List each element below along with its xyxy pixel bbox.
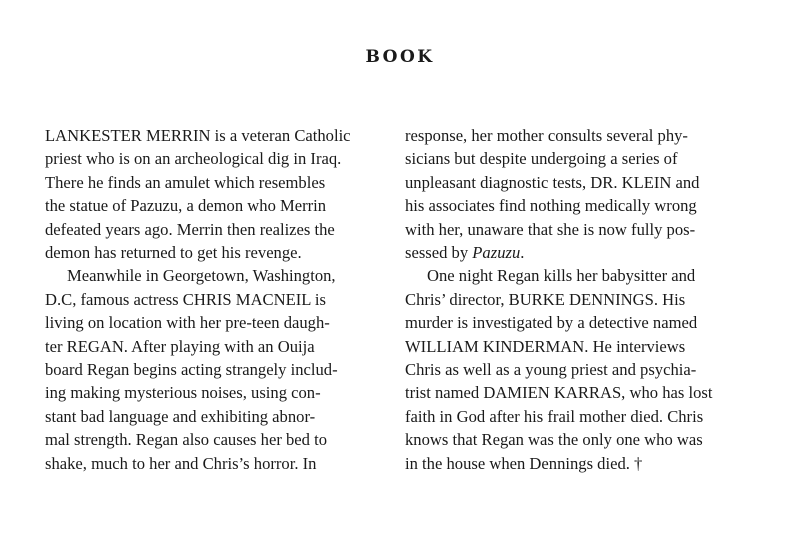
text-line: in the house when Dennings died. † [405,453,643,473]
text-line: murder is investigated by a detective named [405,313,698,333]
text-line: Chris’ director, BURKE DENNINGS. His [405,289,686,309]
text-line: One night Regan kills her babysitter and [427,266,696,286]
text-line: the statue of Pazuzu, a demon who Merrin [45,196,327,216]
text-line [405,241,760,264]
text-line: WILLIAM KINDERMAN. He interviews [405,336,686,356]
text-fragment: sessed by [405,243,473,263]
text-line: ing making mysterious noises, using con- [45,383,321,403]
section-heading: BOOK [365,47,435,67]
text-column-right [405,124,760,475]
text-column-left [45,124,400,475]
text-line: response, her mother consults several phy- [405,126,688,145]
text-line: D.C, famous actress CHRIS MACNEIL is [45,289,326,309]
text-line: mal strength. Regan also causes her bed to [45,430,328,450]
text-line: stant bad language and exhibiting abnor- [45,406,316,426]
text-line: trist named DAMIEN KARRAS, who has lost [405,383,713,403]
text-line: sicians but despite undergoing a series of [405,149,678,169]
text-line: LANKESTER MERRIN is a veteran Catholic [45,126,351,145]
text-line: faith in God after his frail mother died. Chris [405,406,704,426]
text-line: shake, much to her and Chris’s horror. In [45,453,317,473]
text-fragment: . [520,243,525,263]
text-line: Meanwhile in Georgetown, Washington, [67,266,336,286]
text-line: demon has returned to get his revenge. [45,243,302,263]
text-line: ter REGAN. After playing with an Ouija [45,336,315,356]
text-line: unpleasant diagnostic tests, DR. KLEIN and [405,172,700,192]
text-line: his associates find nothing medically wrong [405,196,697,216]
text-line: board Regan begins acting strangely includ- [45,360,338,380]
text-line: Chris as well as a young priest and psychia- [405,360,697,380]
italic-name: Pazuzu [472,243,521,263]
text-line: defeated years ago. Merrin then realizes the [45,219,335,239]
text-line: knows that Regan was the only one who was [405,430,703,450]
text-line: priest who is on an archeological dig in Iraq. [45,149,342,169]
text-line: with her, unaware that she is now fully pos- [405,219,696,239]
text-line: There he finds an amulet which resembles [45,172,326,192]
text-line: living on location with her pre-teen daugh- [45,313,330,333]
